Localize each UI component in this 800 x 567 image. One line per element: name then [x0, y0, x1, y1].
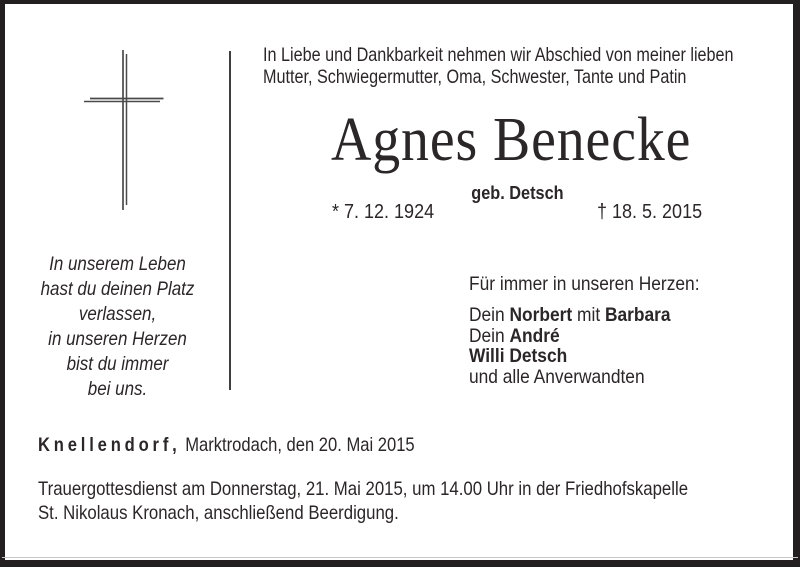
- mourner-line: [469, 346, 700, 367]
- mourner-text: mit: [572, 304, 605, 326]
- intro-text: [263, 45, 734, 88]
- place-name: Knellendorf,: [38, 434, 181, 456]
- mourner-line: [469, 367, 700, 388]
- mourner-text: und alle Anverwandten: [469, 365, 645, 388]
- service-line-1: Trauergottesdienst am Donnerstag, 21. Mai 2015, um 14.00 Uhr in der Friedhofskapelle: [38, 478, 689, 500]
- mourner-text: Dein: [469, 324, 510, 347]
- verse-line: hast du deinen Platz: [40, 278, 195, 300]
- verse-line: bei uns.: [87, 378, 148, 400]
- closing-block: [469, 273, 700, 387]
- verse-line: in unseren Herzen: [48, 328, 187, 350]
- birth-date: * 7. 12. 1924: [332, 201, 435, 223]
- deceased-name: Agnes Benecke: [331, 106, 692, 174]
- closing-heading: Für immer in unseren Herzen:: [469, 273, 700, 295]
- frame-top-border: [0, 0, 800, 4]
- name-row: [230, 106, 793, 174]
- service-line-2: St. Nikolaus Kronach, anschließend Beerdigung.: [38, 501, 399, 524]
- memorial-verse: [20, 252, 216, 402]
- service-info: [38, 478, 688, 525]
- place-date-line: [38, 434, 415, 457]
- place-date-rest: Marktrodach, den 20. Mai 2015: [180, 434, 415, 456]
- frame-hairline: [2, 557, 798, 558]
- maiden-name-row: [230, 182, 800, 204]
- mourner-name: Norbert: [509, 304, 573, 326]
- vertical-divider: [229, 51, 231, 390]
- mourner-text: Dein: [469, 304, 510, 326]
- frame-bottom-border: [0, 560, 800, 567]
- latin-cross-icon: [78, 42, 178, 217]
- verse-line: In unserem Leben: [49, 253, 186, 275]
- frame-left-border: [0, 0, 5, 567]
- intro-line-1: In Liebe und Dankbarkeit nehmen wir Abschied von meiner lieben: [263, 44, 734, 66]
- verse-line: bist du immer: [66, 353, 169, 375]
- intro-line-2: Mutter, Schwiegermutter, Oma, Schwester, Tante und Patin: [263, 65, 687, 88]
- maiden-name: geb. Detsch: [471, 182, 564, 203]
- frame-right-border: [793, 0, 800, 567]
- death-date: † 18. 5. 2015: [597, 201, 703, 223]
- mourner-line: [469, 305, 700, 326]
- verse-line: verlassen,: [78, 303, 157, 325]
- mourner-line: [469, 326, 700, 347]
- mourner-name: Barbara: [604, 304, 671, 326]
- mourner-name: André: [509, 324, 560, 347]
- mourner-name: Willi Detsch: [469, 345, 568, 367]
